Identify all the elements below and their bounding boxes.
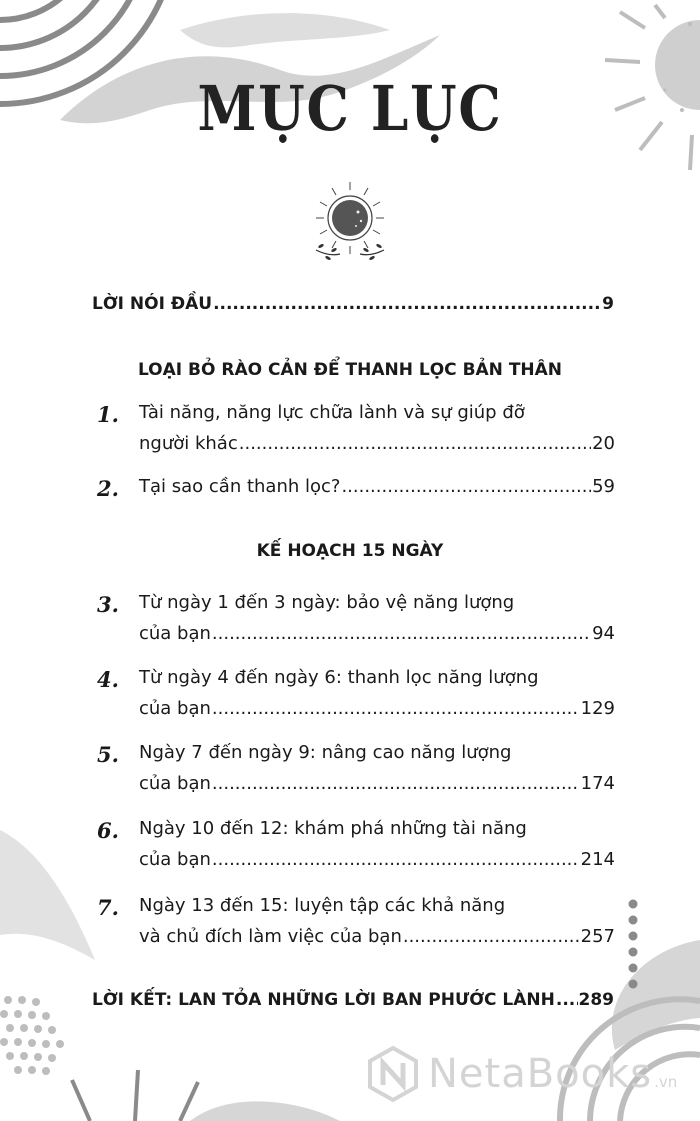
toc-entry-label: LỜI KẾT: LAN TỎA NHỮNG LỜI BAN PHƯỚC LÀNH (92, 990, 555, 1010)
dot-leader (239, 433, 591, 454)
chapter-title: Tài năng, năng lực chữa lành và sự giúp đỡ (139, 402, 525, 423)
chapter-number: 2. (97, 476, 119, 501)
page-number: 214 (580, 849, 615, 870)
watermark-suffix: .vn (654, 1073, 678, 1091)
netabooks-logo-icon (366, 1045, 420, 1103)
page-number: 20 (592, 433, 615, 454)
dot-leader (212, 849, 580, 870)
page-number: 94 (592, 623, 615, 644)
chapter-title: Từ ngày 1 đến 3 ngày: bảo vệ năng lượng (139, 592, 515, 613)
dot-leader (403, 926, 580, 947)
chapter-title: Ngày 13 đến 15: luyện tập các khả năng (139, 895, 506, 916)
chapter-number: 1. (97, 402, 119, 427)
dot-leader (212, 623, 591, 644)
page-number: 289 (578, 990, 614, 1010)
chapter-number: 4. (97, 667, 119, 692)
chapter-title: Từ ngày 4 đến ngày 6: thanh lọc năng lượng (139, 667, 539, 688)
chapter-title-continued: của bạn (139, 773, 211, 794)
watermark (366, 1045, 677, 1103)
page-number: 174 (580, 773, 615, 794)
toc-entry-preface[interactable] (92, 294, 614, 314)
chapter-number: 7. (97, 895, 119, 920)
chapter-title-continued: của bạn (139, 698, 211, 719)
chapter-title: Ngày 7 đến ngày 9: nâng cao năng lượng (139, 742, 512, 763)
toc-entry-epilogue[interactable] (92, 990, 614, 1010)
chapter-title-continued: và chủ đích làm việc của bạn (139, 926, 402, 947)
moon-emblem-icon (312, 180, 388, 270)
section-heading: KẾ HOẠCH 15 NGÀY (256, 541, 444, 561)
dot-leader (213, 294, 601, 314)
dot-leader (212, 773, 580, 794)
dot-leader (556, 990, 578, 1010)
chapter-number: 3. (97, 592, 119, 617)
toc-entry-label: LỜI NÓI ĐẦU (92, 294, 213, 314)
page-title: MỤC LỤC (197, 72, 503, 145)
page-number: 59 (592, 476, 615, 497)
chapter-title: Ngày 10 đến 12: khám phá những tài năng (139, 818, 527, 839)
dot-leader (212, 698, 580, 719)
chapter-title: Tại sao cần thanh lọc? (139, 476, 341, 497)
page-number: 129 (580, 698, 615, 719)
page-number: 9 (602, 294, 614, 314)
watermark-brand: NetaBooks (428, 1051, 653, 1097)
chapter-title-continued: của bạn (139, 623, 211, 644)
page-number: 257 (580, 926, 615, 947)
chapter-title-continued: người khác (139, 433, 238, 454)
chapter-number: 6. (97, 818, 119, 843)
dot-leader (341, 476, 591, 497)
section-heading: LOẠI BỎ RÀO CẢN ĐỂ THANH LỌC BẢN THÂN (137, 360, 563, 380)
chapter-number: 5. (97, 742, 119, 767)
chapter-title-continued: của bạn (139, 849, 211, 870)
